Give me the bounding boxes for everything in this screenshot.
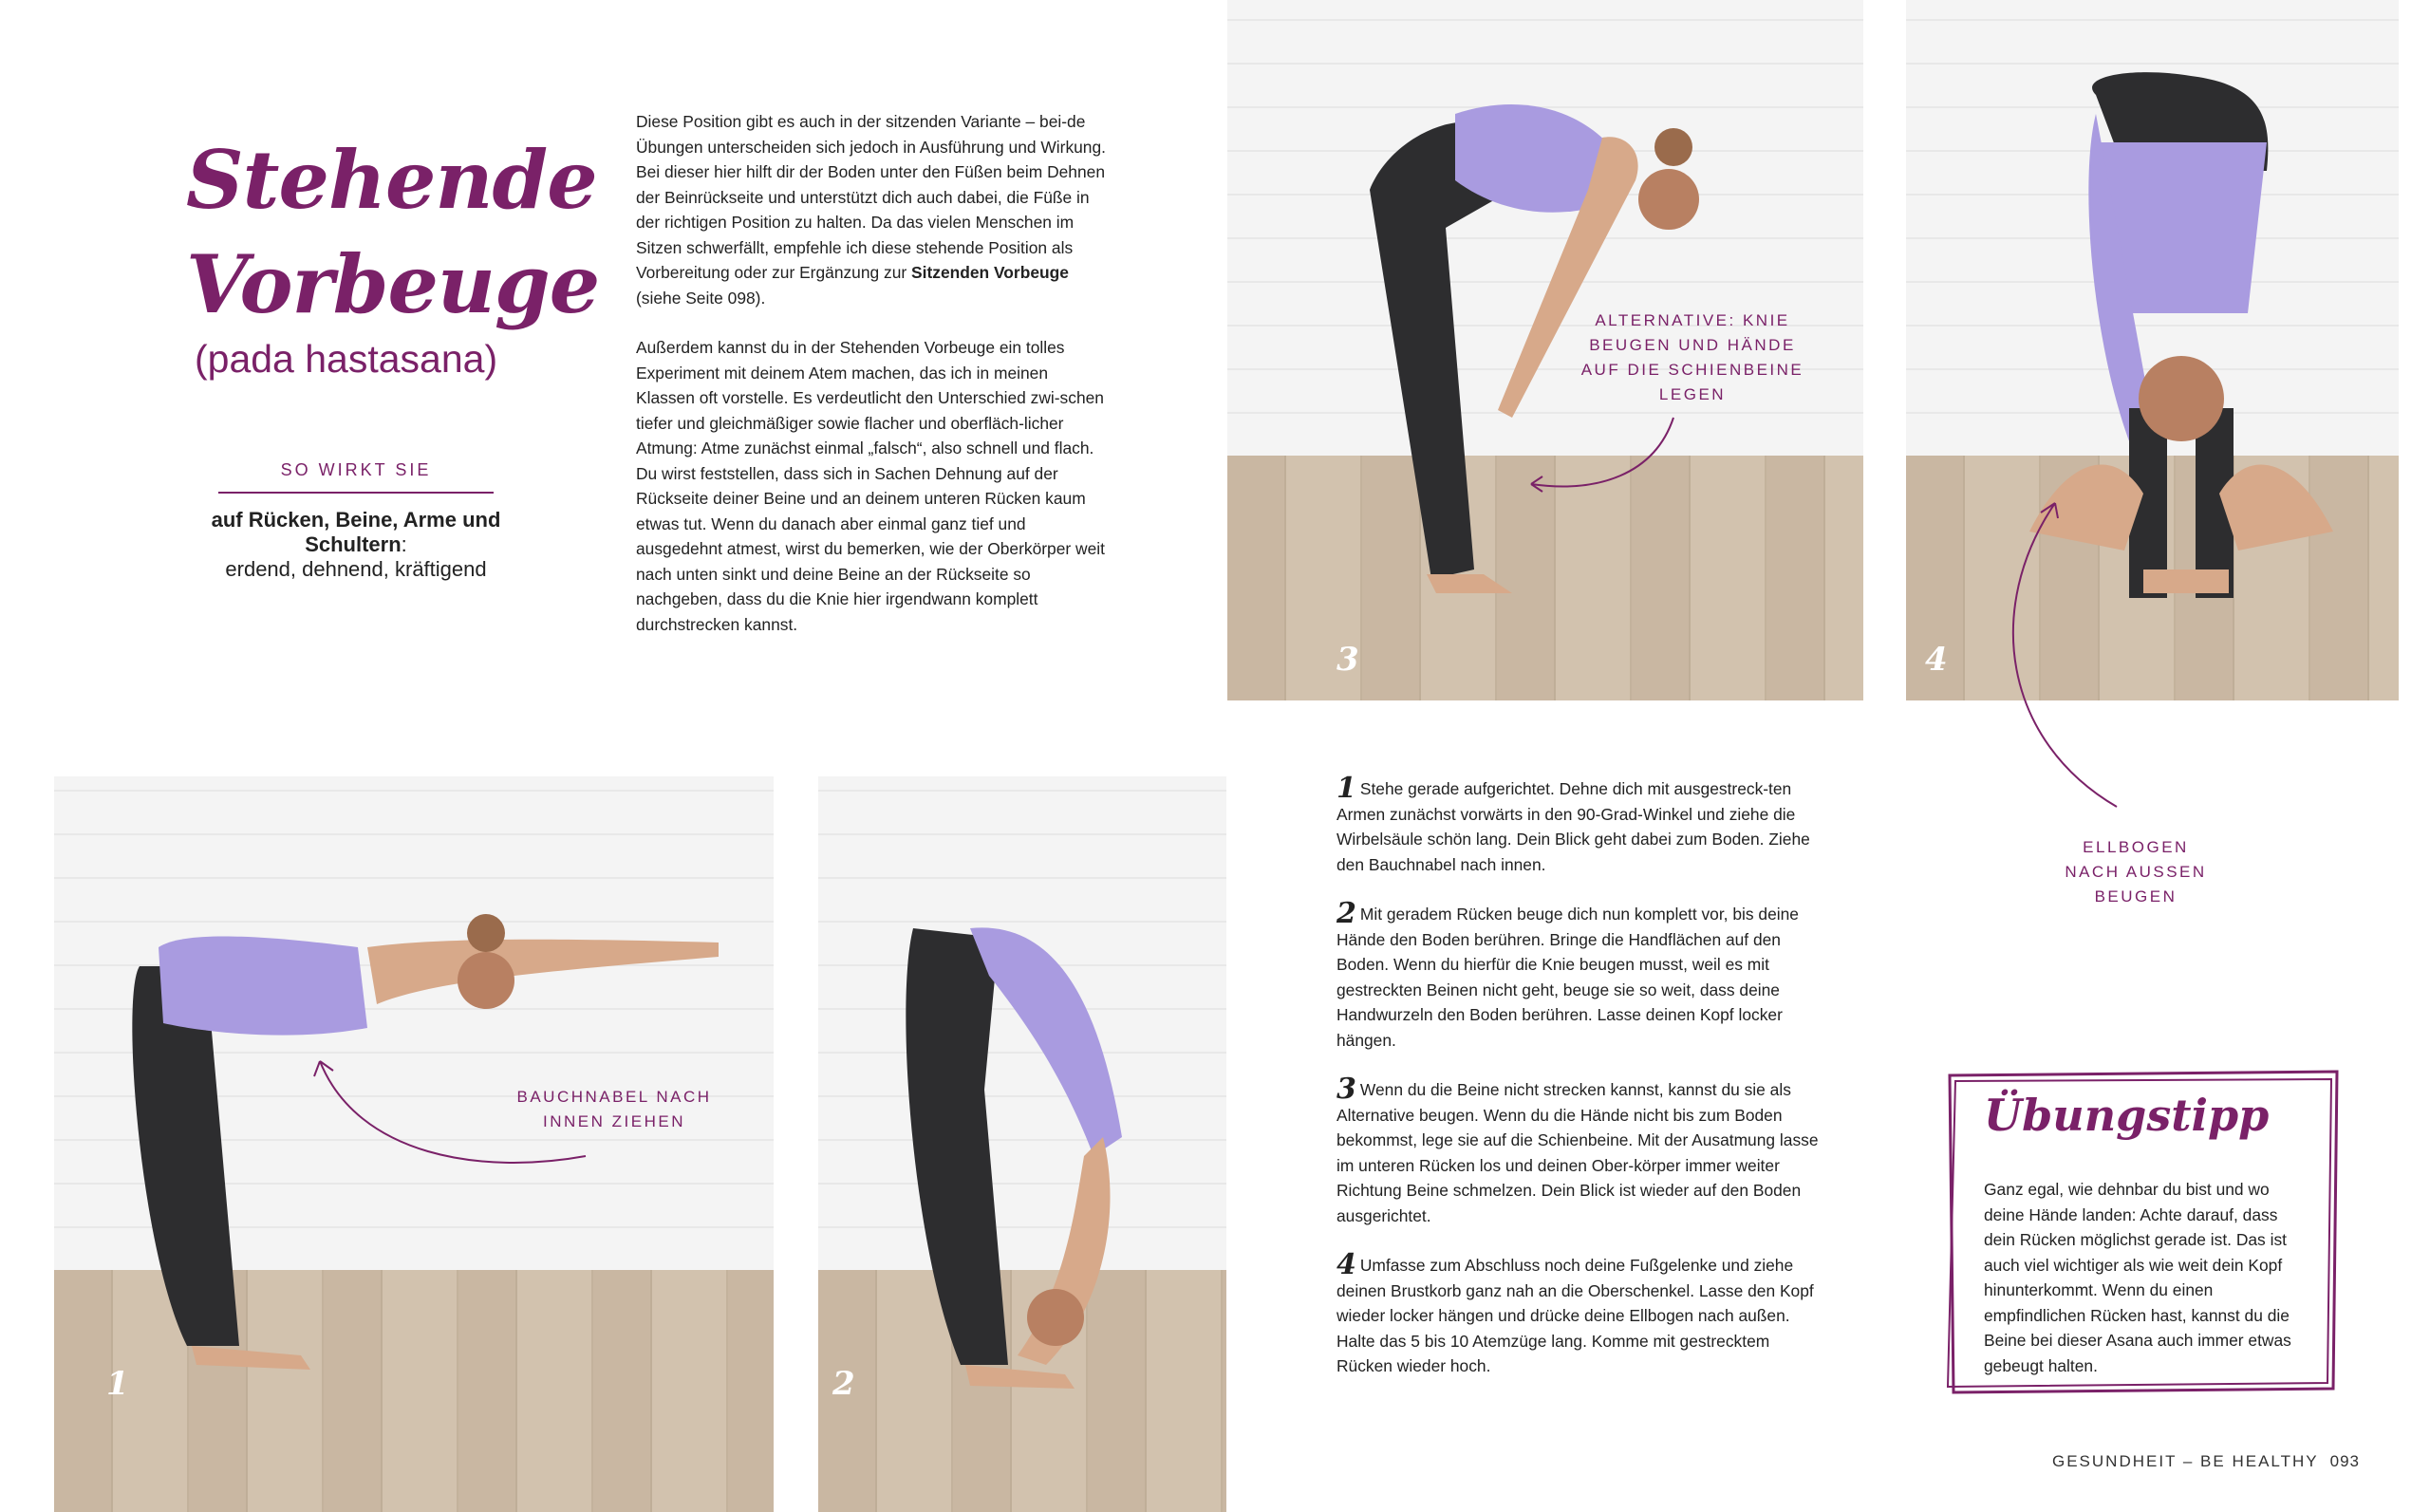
effect-bold: auf Rücken, Beine, Arme und Schultern	[211, 508, 501, 556]
step-4-text	[1336, 1248, 1821, 1379]
effect-colon: :	[401, 532, 407, 556]
intro-p1-end: (siehe Seite 098).	[636, 288, 766, 308]
photo-1-number: 1	[106, 1365, 129, 1403]
intro-p1-text: Diese Position gibt es auch in der sitzenden Variante – bei-de Übungen unterscheiden sich jedoch in Ausführung und Wirkung. Bei dieser hier hilft dir der Boden unter den Füßen beim Dehnen der Beinrückseite und unterstützt dich auch dabei, die Füße in der richtigen Position zu halten. Da das vielen Menschen im Sitzen schwerfällt, empfehle ich diese stehende Position als Vorbereitung oder zur Ergänzung zur	[636, 112, 1106, 282]
tip-title: Übungstipp	[1984, 1090, 2270, 1141]
page-title	[186, 128, 600, 337]
step-2-body: Mit geradem Rücken beuge dich nun komplett vor, bis deine Hände den Boden berühren. Bringe die Handflächen auf den Boden. Wenn du hierfür die Knie beugen musst, weil es mit gestreckten Beinen nicht geht, beuge sie so weit, dass deine Handwurzeln den Boden berühren. Lasse deinen Kopf locker hängen.	[1336, 905, 1799, 1050]
caption-4-line-2: NACH AUSSEN	[2065, 863, 2207, 881]
arrow-step-4	[1965, 494, 2155, 826]
caption-3-line-2: BEUGEN UND HÄNDE	[1589, 336, 1796, 354]
arrow-step-3	[1512, 408, 1702, 503]
effect-rest: erdend, dehnend, kräftigend	[225, 557, 487, 581]
step-3-number: 3	[1336, 1073, 1356, 1106]
caption-3-line-1: ALTERNATIVE: KNIE	[1595, 311, 1790, 329]
photo-step-3	[1227, 0, 1863, 700]
effect-heading: SO WIRKT SIE	[280, 460, 432, 479]
title-line-2: Vorbeuge	[186, 237, 600, 331]
footer-section: GESUNDHEIT – BE HEALTHY	[2052, 1452, 2319, 1470]
page-footer	[2052, 1452, 2360, 1471]
caption-1-line-1: BAUCHNABEL NACH	[516, 1088, 712, 1106]
tip-body: Ganz egal, wie dehnbar du bist und wo deine Hände landen: Achte darauf, dass dein Rücken möglichst gerade ist. Das ist auch viel wichtiger als wie weit dein Kopf hinunterkommt. Wenn du einen empfindlichen Rücken hast, kannst du die Beine bei dieser Asana auch immer etwas gebeugt halten.	[1984, 1180, 2291, 1375]
page-subtitle: (pada hastasana)	[195, 337, 498, 381]
step-4-body: Umfasse zum Abschluss noch deine Fußgelenke und ziehe deinen Brustkorb ganz nah an die Oberschenkel. Lasse den Kopf wieder locker hängen und drücke deine Ellbogen nach außen. Halte das 5 bis 10 Atemzüge lang. Komme mit gestrecktem Rücken wieder hoch.	[1336, 1256, 1814, 1375]
step-3-body: Wenn du die Beine nicht strecken kannst, kannst du sie als Alternative beugen. Wenn du die Hände nicht bis zum Boden bekommst, lege sie auf die Schienbeine. Mit der Ausatmung lasse im unteren Rücken los und deinen Ober-körper immer weiter Richtung Beine schmelzen. Dein Blick ist wieder auf den Boden ausgerichtet.	[1336, 1080, 1819, 1225]
step-1-body: Stehe gerade aufgerichtet. Dehne dich mit ausgestreck-ten Armen zunächst vorwärts in den 90-Grad-Winkel und ziehe die Wirbelsäule schön lang. Dein Blick geht dabei zum Boden. Ziehe den Bauchnabel nach innen.	[1336, 779, 1810, 874]
intro-p1-bold: Sitzenden Vorbeuge	[911, 263, 1069, 282]
step-1-number: 1	[1336, 772, 1356, 805]
photo-step-1	[54, 776, 774, 1512]
title-line-1: Stehende	[186, 133, 597, 227]
step-4-number: 4	[1336, 1248, 1356, 1281]
figure-step-2	[818, 776, 1226, 1512]
caption-4-line-1: ELLBOGEN	[2083, 838, 2189, 856]
intro-paragraph-1	[636, 109, 1111, 310]
photo-step-2	[818, 776, 1226, 1512]
effect-body	[190, 508, 522, 582]
photo-4-number: 4	[1925, 641, 1948, 679]
step-3-text	[1336, 1073, 1821, 1228]
page-number: 093	[2329, 1452, 2360, 1470]
caption-step-3	[1541, 308, 1844, 407]
caption-step-4	[2041, 835, 2231, 909]
caption-1-line-2: INNEN ZIEHEN	[543, 1112, 685, 1130]
arrow-step-1	[244, 1052, 605, 1175]
intro-paragraph-2: Außerdem kannst du in der Stehenden Vorbeuge ein tolles Experiment mit deinem Atem machen, das ich in meinen Klassen oft vorstelle. Es verdeutlicht den Unterschied zwi-schen tiefer und gleichmäßiger sowie flacher und oberfläch-licher Atmung: Atme zunächst einmal „falsch“, also schnell und flach. Du wirst feststellen, dass sich in Sachen Dehnung auf der Rückseite deiner Beine und an deinem unteren Rücken kaum etwas tut. Wenn du danach aber einmal ganz tief und ausgedehnt atmest, wirst du bemerken, wie der Oberkörper weit nach unten sinkt und deine Beine an der Rückseite so nachgeben, dass du die Knie hier irgendwann komplett durchstrecken kannst.	[636, 338, 1105, 634]
effect-divider	[218, 492, 494, 494]
caption-3-line-3: AUF DIE SCHIENBEINE	[1580, 361, 1804, 379]
step-2-text	[1336, 897, 1821, 1053]
caption-3-line-4: LEGEN	[1658, 385, 1727, 403]
caption-4-line-3: BEUGEN	[2094, 887, 2178, 905]
step-2-number: 2	[1336, 897, 1356, 930]
photo-2-number: 2	[832, 1365, 855, 1403]
step-1-text	[1336, 772, 1821, 877]
photo-3-number: 3	[1336, 641, 1359, 679]
intro-text	[636, 109, 1111, 662]
